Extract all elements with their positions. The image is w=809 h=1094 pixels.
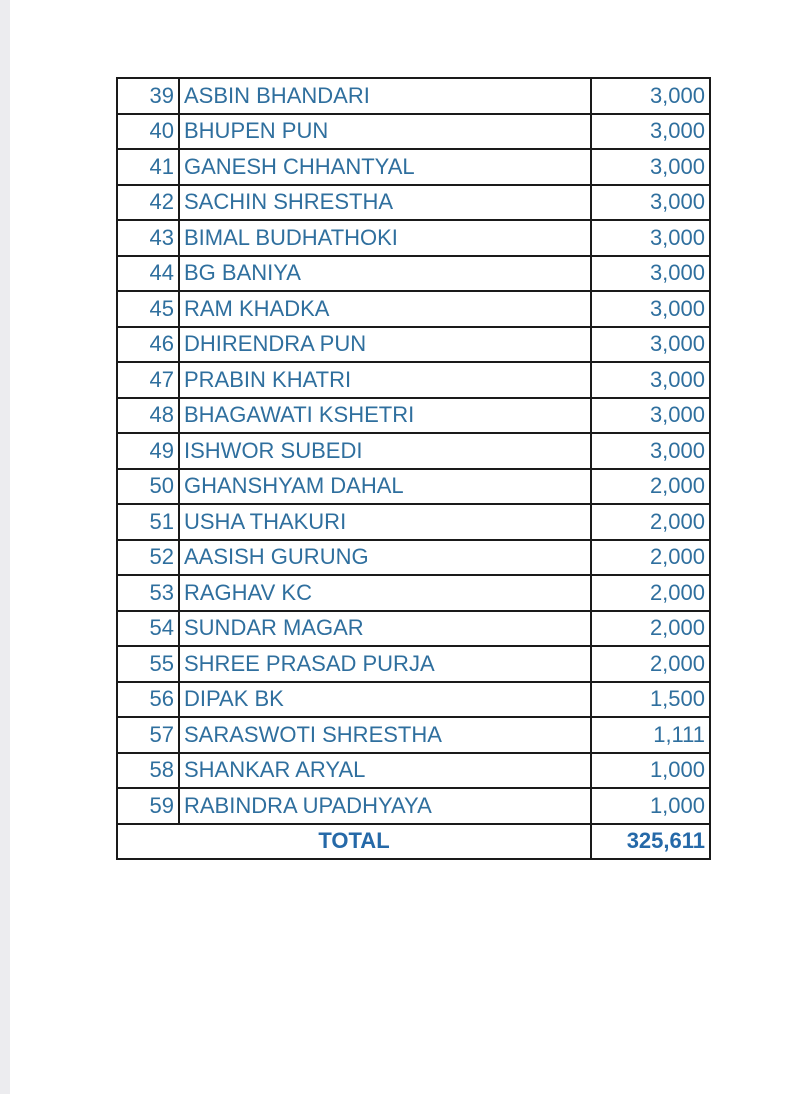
table-row <box>117 220 710 256</box>
row-amount: 3,000 <box>591 185 710 221</box>
row-name: BG BANIYA <box>179 256 591 292</box>
total-amount: 325,611 <box>591 824 710 860</box>
row-amount: 3,000 <box>591 114 710 150</box>
table-row <box>117 540 710 576</box>
row-name: AASISH GURUNG <box>179 540 591 576</box>
row-number: 48 <box>117 398 179 434</box>
row-name: ASBIN BHANDARI <box>179 78 591 114</box>
row-name: RAM KHADKA <box>179 291 591 327</box>
row-name: DHIRENDRA PUN <box>179 327 591 363</box>
table-row <box>117 788 710 824</box>
row-name: BHAGAWATI KSHETRI <box>179 398 591 434</box>
row-number: 45 <box>117 291 179 327</box>
row-number: 59 <box>117 788 179 824</box>
row-amount: 2,000 <box>591 611 710 647</box>
table-row <box>117 362 710 398</box>
row-amount: 2,000 <box>591 504 710 540</box>
row-number: 51 <box>117 504 179 540</box>
row-amount: 3,000 <box>591 433 710 469</box>
row-amount: 1,111 <box>591 717 710 753</box>
row-name: RAGHAV KC <box>179 575 591 611</box>
row-number: 41 <box>117 149 179 185</box>
contribution-table <box>116 77 711 860</box>
row-amount: 1,000 <box>591 753 710 789</box>
row-number: 39 <box>117 78 179 114</box>
table-row <box>117 504 710 540</box>
row-name: BIMAL BUDHATHOKI <box>179 220 591 256</box>
row-number: 42 <box>117 185 179 221</box>
row-number: 47 <box>117 362 179 398</box>
row-name: DIPAK BK <box>179 682 591 718</box>
row-name: RABINDRA UPADHYAYA <box>179 788 591 824</box>
row-name: ISHWOR SUBEDI <box>179 433 591 469</box>
row-number: 54 <box>117 611 179 647</box>
row-name: USHA THAKURI <box>179 504 591 540</box>
table-row <box>117 149 710 185</box>
total-row <box>117 824 710 860</box>
row-amount: 3,000 <box>591 256 710 292</box>
row-name: SHANKAR ARYAL <box>179 753 591 789</box>
row-amount: 2,000 <box>591 540 710 576</box>
table-body <box>117 78 710 859</box>
row-name: SHREE PRASAD PURJA <box>179 646 591 682</box>
row-name: GHANSHYAM DAHAL <box>179 469 591 505</box>
table-row <box>117 682 710 718</box>
total-label: TOTAL <box>117 824 591 860</box>
row-name: PRABIN KHATRI <box>179 362 591 398</box>
table-row <box>117 433 710 469</box>
table-row <box>117 646 710 682</box>
table-row <box>117 753 710 789</box>
row-number: 52 <box>117 540 179 576</box>
row-number: 43 <box>117 220 179 256</box>
row-amount: 3,000 <box>591 78 710 114</box>
table-row <box>117 398 710 434</box>
row-number: 53 <box>117 575 179 611</box>
row-name: GANESH CHHANTYAL <box>179 149 591 185</box>
table-row <box>117 185 710 221</box>
row-number: 40 <box>117 114 179 150</box>
row-name: SACHIN SHRESTHA <box>179 185 591 221</box>
row-amount: 3,000 <box>591 327 710 363</box>
row-number: 58 <box>117 753 179 789</box>
document-page <box>10 0 809 1094</box>
row-amount: 2,000 <box>591 646 710 682</box>
row-number: 46 <box>117 327 179 363</box>
row-amount: 2,000 <box>591 575 710 611</box>
row-number: 57 <box>117 717 179 753</box>
table-row <box>117 256 710 292</box>
row-amount: 3,000 <box>591 362 710 398</box>
table-row <box>117 114 710 150</box>
table-row <box>117 469 710 505</box>
table-row <box>117 611 710 647</box>
row-name: SARASWOTI SHRESTHA <box>179 717 591 753</box>
row-amount: 3,000 <box>591 149 710 185</box>
row-amount: 1,000 <box>591 788 710 824</box>
row-amount: 3,000 <box>591 398 710 434</box>
table-row <box>117 575 710 611</box>
table-row <box>117 327 710 363</box>
row-number: 44 <box>117 256 179 292</box>
table-row <box>117 717 710 753</box>
row-amount: 2,000 <box>591 469 710 505</box>
table-row <box>117 78 710 114</box>
row-number: 49 <box>117 433 179 469</box>
row-number: 50 <box>117 469 179 505</box>
row-amount: 3,000 <box>591 291 710 327</box>
table-row <box>117 291 710 327</box>
row-number: 55 <box>117 646 179 682</box>
row-name: SUNDAR MAGAR <box>179 611 591 647</box>
row-name: BHUPEN PUN <box>179 114 591 150</box>
row-amount: 1,500 <box>591 682 710 718</box>
row-amount: 3,000 <box>591 220 710 256</box>
row-number: 56 <box>117 682 179 718</box>
